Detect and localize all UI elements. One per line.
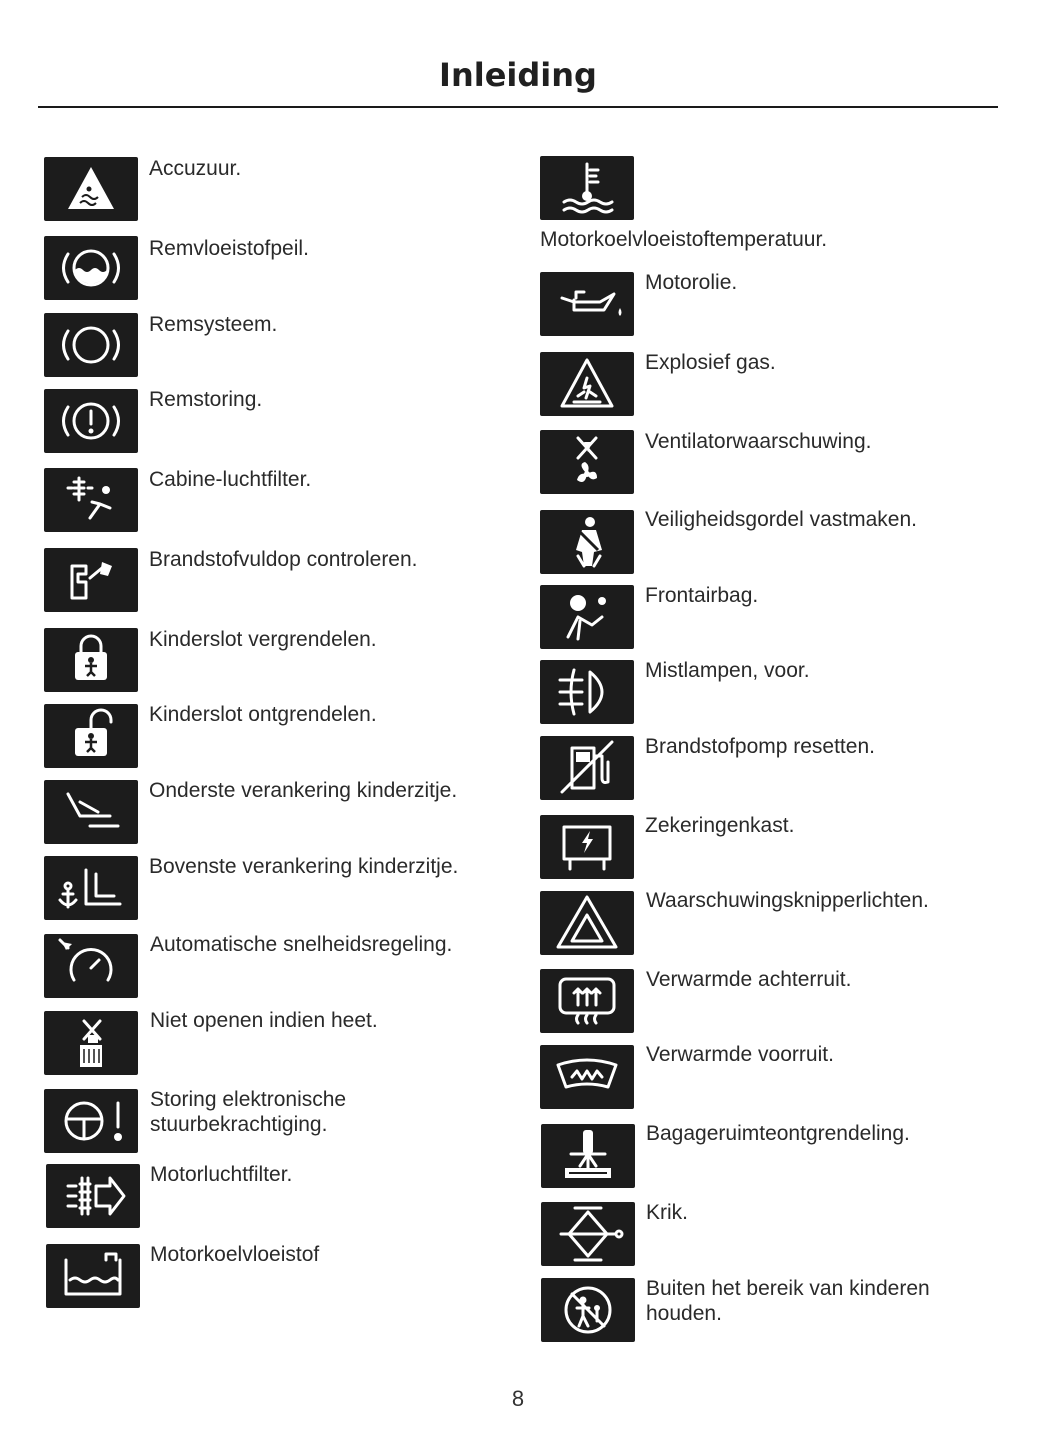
engine-air-filter-icon xyxy=(46,1164,140,1228)
title-divider xyxy=(38,106,998,108)
list-item-label: Bovenste verankering kinderzitje. xyxy=(149,855,459,878)
list-item-label: Mistlampen, voor. xyxy=(645,659,810,682)
brake-system-icon xyxy=(44,313,138,377)
list-item-label: Verwarmde voorruit. xyxy=(646,1043,834,1066)
seatbelt-icon xyxy=(540,510,634,574)
list-item-label: Motorluchtfilter. xyxy=(150,1163,293,1186)
list-item-label: Motorolie. xyxy=(645,271,738,294)
list-item-label: Remstoring. xyxy=(149,388,263,411)
page-number: 8 xyxy=(511,1386,525,1411)
list-item-label: Bagageruimteontgrendeling. xyxy=(646,1122,910,1145)
list-item-label: Motorkoelvloeistof xyxy=(150,1243,320,1266)
list-item-label: Kinderslot vergrendelen. xyxy=(149,628,377,651)
front-fog-lamps-icon xyxy=(540,660,634,724)
list-item-label: Verwarmde achterruit. xyxy=(646,968,852,991)
list-item-label: Onderste verankering kinderzitje. xyxy=(149,779,458,802)
list-item-label: Brandstofpomp resetten. xyxy=(645,735,875,758)
hazard-warning-icon xyxy=(540,891,634,955)
fuel-cap-icon xyxy=(44,548,138,612)
fan-warning-icon xyxy=(540,430,634,494)
list-item-label: Remvloeistofpeil. xyxy=(149,237,309,260)
battery-acid-icon xyxy=(44,157,138,221)
coolant-temperature-icon xyxy=(540,156,634,220)
list-item-label: Kinderslot ontgrendelen. xyxy=(149,703,377,726)
list-item-label: Motorkoelvloeistoftemperatuur. xyxy=(540,228,828,251)
page-title: Inleiding xyxy=(439,56,597,94)
brake-fault-icon xyxy=(44,389,138,453)
jack-icon xyxy=(541,1202,635,1266)
cabin-air-filter-icon xyxy=(44,468,138,532)
list-item-label: Storing elektronische stuurbekrachtiging. xyxy=(150,1088,347,1136)
child-seat-top-tether-icon xyxy=(44,856,138,920)
explosive-gas-icon xyxy=(540,352,634,416)
front-airbag-icon xyxy=(540,585,634,649)
keep-away-from-children-icon xyxy=(541,1278,635,1342)
list-item-label: Zekeringenkast. xyxy=(645,814,795,837)
list-item-label: Frontairbag. xyxy=(645,584,759,607)
heated-rear-window-icon xyxy=(540,969,634,1033)
list-item-label: Buiten het bereik van kinderen houden. xyxy=(646,1277,930,1325)
fuse-box-icon xyxy=(540,815,634,879)
list-item-label: Cabine-luchtfilter. xyxy=(149,468,312,491)
brake-fluid-icon xyxy=(44,236,138,300)
list-item-label: Niet openen indien heet. xyxy=(150,1009,378,1032)
trunk-release-icon xyxy=(541,1124,635,1188)
list-item-label: Remsysteem. xyxy=(149,313,278,336)
list-item-label: Krik. xyxy=(646,1201,688,1224)
list-item-label: Waarschuwingsknipperlichten. xyxy=(646,889,929,912)
list-item-label: Brandstofvuldop controleren. xyxy=(149,548,418,571)
list-item-label: Accuzuur. xyxy=(149,157,242,180)
do-not-open-hot-icon xyxy=(44,1011,138,1075)
child-seat-lower-anchor-icon xyxy=(44,780,138,844)
engine-oil-icon xyxy=(540,272,634,336)
child-lock-unlocked-icon xyxy=(44,704,138,768)
list-item-label: Ventilatorwaarschuwing. xyxy=(645,430,872,453)
fuel-pump-reset-icon xyxy=(540,736,634,800)
child-lock-locked-icon xyxy=(44,628,138,692)
cruise-control-icon xyxy=(44,934,138,998)
heated-windshield-icon xyxy=(540,1045,634,1109)
engine-coolant-icon xyxy=(46,1244,140,1308)
list-item-label: Automatische snelheidsregeling. xyxy=(150,933,453,956)
power-steering-fault-icon xyxy=(44,1089,138,1153)
list-item-label: Veiligheidsgordel vastmaken. xyxy=(645,508,917,531)
list-item-label: Explosief gas. xyxy=(645,351,776,374)
